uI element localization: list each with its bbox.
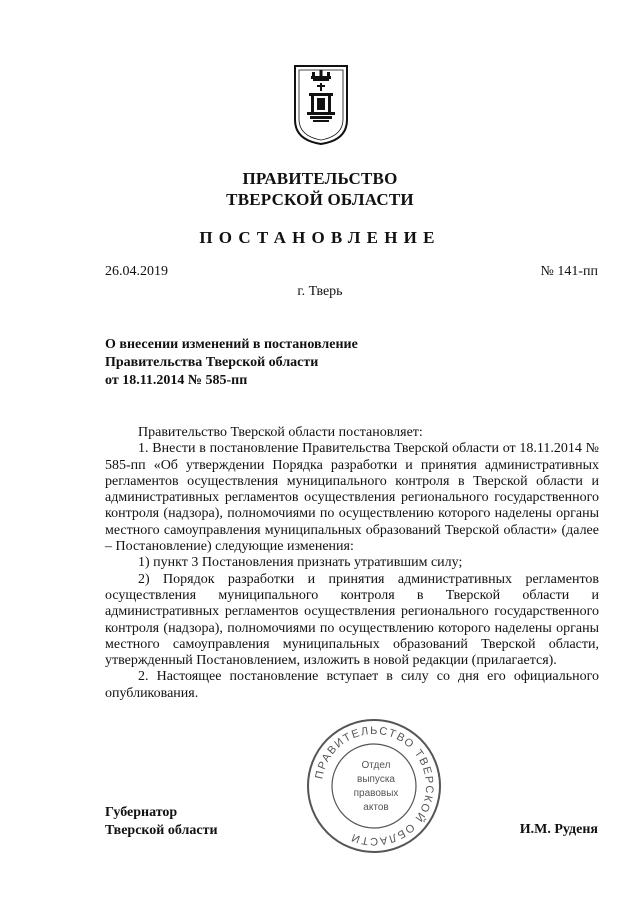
official-stamp: [304, 716, 444, 856]
decree-number: № 141-пп: [540, 264, 598, 279]
subject-line-2: Правительства Тверской области: [105, 355, 319, 370]
signatory-name: И.М. Руденя: [519, 822, 598, 837]
signatory-position-line-2: Тверской области: [105, 823, 218, 838]
body-item-1-1: 1) пункт 3 Постановления признать утратившим силу;: [138, 555, 463, 571]
decree-subject: [105, 336, 358, 390]
coat-of-arms-icon: [293, 64, 349, 146]
stamp-line-1: Отдел: [361, 760, 391, 771]
body-item-1: 1. Внести в постановление Правительства Тверской области от 18.11.2014 № 585-пп «Об утверждении Порядка разработки и принятия административных регламентов осуществления муниципального контроля в Тверской области и административных регламентов осуществления регионального государственного контроля (надзора), полномочиями по осуществлению которого наделены органы местного самоуправления муниципальных образований Тверской области» (далее – Постановление) следующие изменения:: [105, 441, 599, 555]
stamp-ring-text: ПРАВИТЕЛЬСТВО ТВЕРСКОЙ ОБЛАСТИ: [313, 724, 436, 848]
signatory-position-line-1: Губернатор: [105, 805, 178, 820]
subject-line-3: от 18.11.2014 № 585-пп: [105, 373, 248, 388]
body-intro: Правительство Тверской области постановляет:: [138, 425, 423, 440]
subject-line-1: О внесении изменений в постановление: [105, 337, 358, 352]
government-line-2: ТВЕРСКОЙ ОБЛАСТИ: [226, 190, 414, 209]
government-line-1: ПРАВИТЕЛЬСТВО: [242, 169, 398, 188]
signatory-position: [105, 804, 218, 840]
decree-body: [105, 425, 599, 702]
decree-date: 26.04.2019: [105, 264, 168, 279]
decree-title: ПОСТАНОВЛЕНИЕ: [199, 228, 441, 247]
stamp-line-4: актов: [363, 802, 389, 813]
body-item-2: 2. Настоящее постановление вступает в силу со дня его официального опубликования.: [105, 669, 599, 701]
stamp-line-3: правовых: [353, 788, 399, 799]
government-title: [0, 168, 640, 210]
decree-city: г. Тверь: [297, 284, 343, 299]
body-item-1-2: 2) Порядок разработки и принятия административных регламентов осуществления муниципального контроля в Тверской области и административных регламентов осуществления регионального государственного контроля (надзора), полномочиями по осуществлению которого наделены органы местного самоуправления муниципальных образований Тверской области, утвержденный Постановлением, изложить в новой редакции (прилагается).: [105, 571, 599, 669]
stamp-line-2: выпуска: [357, 774, 395, 785]
